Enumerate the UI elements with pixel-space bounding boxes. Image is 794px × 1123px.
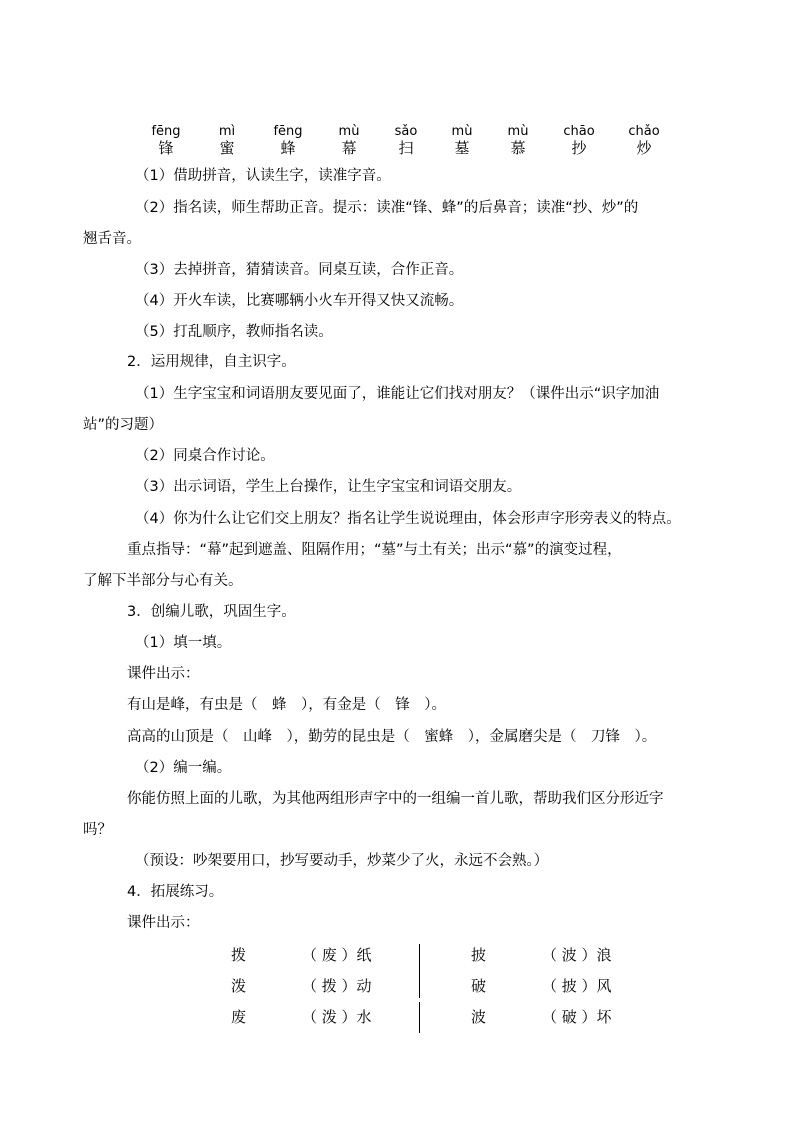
exercise-answer: （ 泼 ）水 xyxy=(302,1008,372,1026)
section-2-heading: 2．运用规律，自主识字。 xyxy=(127,354,296,370)
exercise-answer: （ 废 ）纸 xyxy=(302,946,372,964)
pinyin-word: fēng 锋 xyxy=(151,124,181,157)
step-5-text: （5）打乱顺序，教师指名读。 xyxy=(135,324,333,340)
section-4-heading: 4．拓展练习。 xyxy=(127,884,224,900)
question-text: 你能仿照上面的儿歌，为其他两组形声字中的一组编一首儿歌，帮助我们区分形近字 xyxy=(127,791,664,807)
exercise-divider xyxy=(419,1002,420,1033)
section-2-item-4: （4）你为什么让它们交上朋友？指名让学生说说理由，体会形声字形旁表义的特点。 xyxy=(135,511,681,527)
focus-guidance-cont: 了解下半部分与心有关。 xyxy=(83,573,243,589)
exercise-char: 泼 xyxy=(231,977,247,995)
rhyme-line-1: 有山是峰，有虫是（ 蜂 ），有金是（ 锋 ）。 xyxy=(127,697,446,713)
question-text-cont: 吗？ xyxy=(83,822,112,838)
pinyin-word: mì 蜜 xyxy=(218,124,236,157)
pinyin-word: chǎo 炒 xyxy=(628,124,660,157)
section-2-item-1: （1）生字宝宝和词语朋友要见面了，谁能让它们找对朋友？（课件出示“识字加油 xyxy=(135,386,660,402)
pinyin-word: fēng 蜂 xyxy=(273,124,303,157)
pinyin-word: sǎo 扫 xyxy=(394,124,418,157)
preset-answer: （预设：吵架要用口，抄写要动手，炒菜少了火，永远不会熟。） xyxy=(135,853,549,869)
exercise-char: 破 xyxy=(471,977,487,995)
exercise-divider xyxy=(419,944,420,998)
exercise-answer: （ 波 ）浪 xyxy=(542,946,612,964)
pinyin-word: chāo 抄 xyxy=(563,124,595,157)
exercise-char: 拨 xyxy=(231,946,247,964)
exercise-char: 披 xyxy=(471,946,487,964)
exercise-answer: （ 披 ）风 xyxy=(542,977,612,995)
section-2-item-1-cont: 站”的习题） xyxy=(83,417,164,433)
pinyin-word: mù 慕 xyxy=(507,124,529,157)
step-1-text: （1）借助拼音，认读生字，读准字音。 xyxy=(135,168,391,184)
exercise-answer: （ 拨 ）动 xyxy=(302,977,372,995)
section-3-heading: 3．创编儿歌，巩固生字。 xyxy=(127,604,296,620)
section-3-item-1: （1）填一填。 xyxy=(135,635,232,651)
pinyin-word: mù 墓 xyxy=(451,124,473,157)
courseware-label-2: 课件出示： xyxy=(127,915,200,931)
section-2-item-3: （3）出示词语，学生上台操作，让生字宝宝和词语交朋友。 xyxy=(135,479,522,495)
section-2-item-2: （2）同桌合作讨论。 xyxy=(135,448,275,464)
exercise-char: 波 xyxy=(471,1008,487,1026)
step-3-text: （3）去掉拼音，猜猜读音。同桌互读，合作正音。 xyxy=(135,262,464,278)
focus-guidance: 重点指导：“幕”起到遮盖、阻隔作用；“墓”与土有关；出示“慕”的演变过程， xyxy=(127,542,622,558)
pinyin-row xyxy=(0,124,794,160)
exercise-char: 废 xyxy=(231,1008,247,1026)
section-3-item-2: （2）编一编。 xyxy=(135,760,232,776)
step-2-text-cont: 翘舌音。 xyxy=(83,231,141,247)
courseware-label: 课件出示： xyxy=(127,666,200,682)
rhyme-line-2: 高高的山顶是（ 山峰 ），勤劳的昆虫是（ 蜜蜂 ），金属磨尖是（ 刀锋 ）。 xyxy=(127,729,657,745)
step-4-text: （4）开火车读，比赛哪辆小火车开得又快又流畅。 xyxy=(135,293,464,309)
exercise-answer: （ 破 ）坏 xyxy=(542,1008,612,1026)
pinyin-word: mù 幕 xyxy=(338,124,360,157)
step-2-text: （2）指名读，师生帮助正音。提示：读准“锋、蜂”的后鼻音；读准“抄、炒”的 xyxy=(135,200,639,216)
